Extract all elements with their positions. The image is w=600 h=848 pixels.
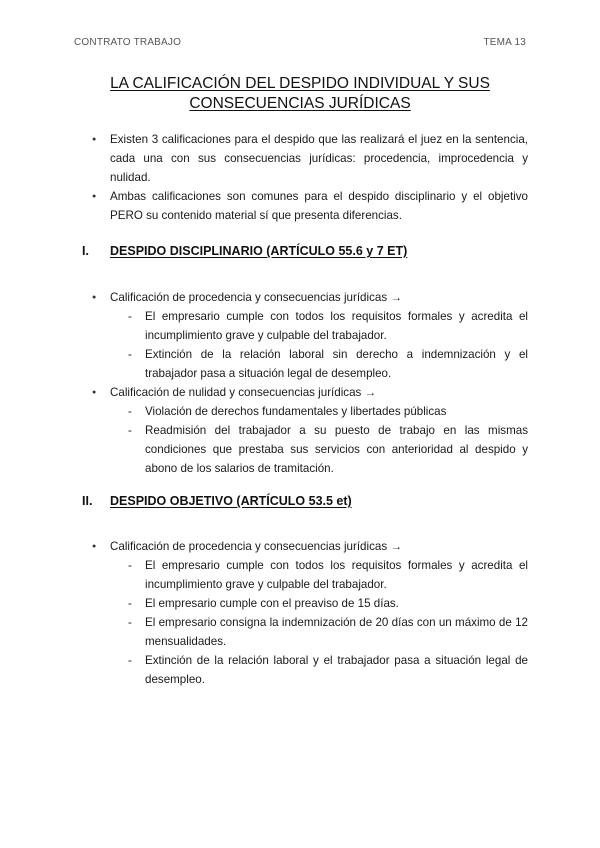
sub-item: - El empresario cumple con el preaviso de 15 días. [110,594,528,613]
section-heading-2 [82,494,528,508]
list-item [92,288,528,383]
sub-list [110,402,528,478]
section-number: II. [82,494,93,508]
page-header [74,37,526,48]
list-item [92,537,528,689]
sub-item: - El empresario consigna la indemnización de 20 días con un máximo de 12 mensualidades. [110,613,528,651]
document-title [60,74,540,114]
section-1-list [92,288,528,478]
section-title: DESPIDO DISCIPLINARIO (ARTÍCULO 55.6 y 7 ET) [110,244,408,258]
sub-list [110,556,528,689]
title-line-2: CONSECUENCIAS JURÍDICAS [189,95,411,112]
sub-item: - Readmisión del trabajador a su puesto de trabajo en las mismas condiciones que prestaba sus servicios con anterioridad al despido y abono de los salarios de tramitación. [110,421,528,478]
header-left: CONTRATO TRABAJO [74,37,182,48]
intro-list [92,130,528,225]
group-label: Calificación de procedencia y consecuencias jurídicas → [110,291,402,304]
sub-item: - El empresario cumple con todos los requisitos formales y acredita el incumplimiento grave y culpable del trabajador. [110,556,528,594]
sub-item: - El empresario cumple con todos los requisitos formales y acredita el incumplimiento grave y culpable del trabajador. [110,307,528,345]
intro-bullet: ● Existen 3 calificaciones para el despido que las realizará el juez en la sentencia, cada una con sus consecuencias jurídicas: procedencia, improcedencia y nulidad. [92,130,528,187]
list-item [92,383,528,478]
title-line-1: LA CALIFICACIÓN DEL DESPIDO INDIVIDUAL Y SUS [110,75,490,92]
intro-bullet: ● Ambas calificaciones son comunes para el despido disciplinario y el objetivo PERO su contenido material sí que presenta diferencias. [92,187,528,225]
sub-item: - Extinción de la relación laboral sin derecho a indemnización y el trabajador pasa a situación legal de desempleo. [110,345,528,383]
section-2-list [92,537,528,689]
section-number: I. [82,244,89,258]
sub-item: - Violación de derechos fundamentales y libertades públicas [110,402,528,421]
section-heading-1 [82,244,528,258]
section-title: DESPIDO OBJETIVO (ARTÍCULO 53.5 et) [110,494,352,508]
group-label: Calificación de procedencia y consecuencias jurídicas → [110,540,402,553]
sub-list [110,307,528,383]
sub-item: - Extinción de la relación laboral y el trabajador pasa a situación legal de desempleo. [110,651,528,689]
group-label: Calificación de nulidad y consecuencias jurídicas → [110,386,377,399]
header-right: TEMA 13 [483,37,526,48]
